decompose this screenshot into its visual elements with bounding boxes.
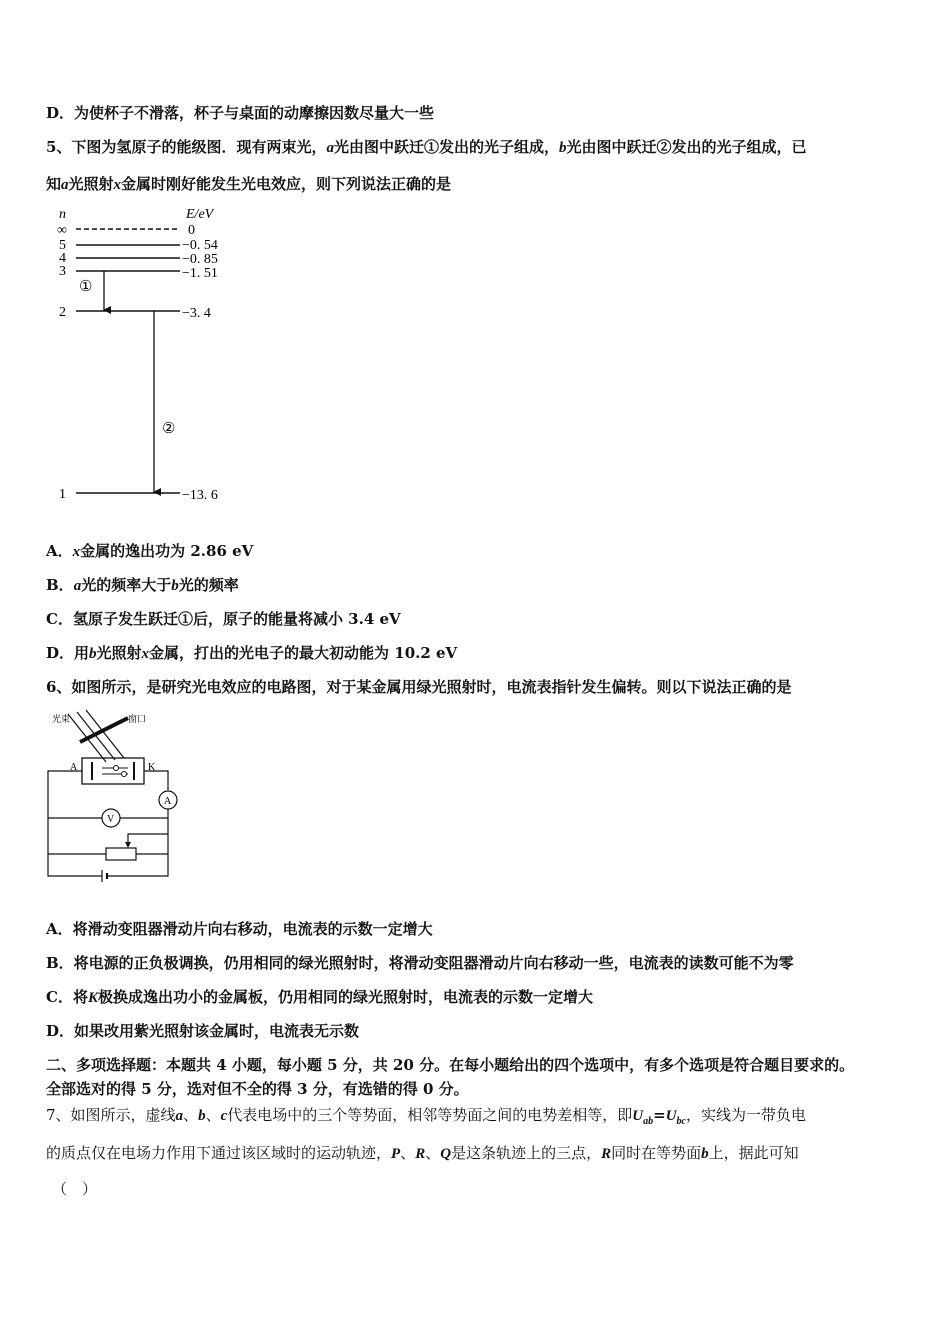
electron [122,772,127,777]
level-energy-label: −0. 85 [182,252,218,267]
level-n-label: 2 [59,305,66,320]
q5-option-b: B．a光的频率大于b光的频率 [46,576,239,594]
axis-e-label: E/eV [186,207,214,222]
q5-option-c: C．氢原子发生跃迁①后，原子的能量将减小 3.4 eV [46,610,401,628]
transition-2-label: ② [162,421,176,437]
q6-option-b: B．将电源的正负极调换，仍用相同的绿光照射时，将滑动变阻器滑动片向右移动一些，电流表的读数可能不为零 [46,954,794,972]
wire [144,771,168,790]
q6-option-d: D．如果改用紫光照射该金属时，电流表无示数 [46,1022,360,1040]
energy-level-diagram [52,204,252,504]
electron [114,766,119,771]
axis-n-label: n [59,207,66,222]
transition-1-label: ① [79,279,93,295]
level-energy-label: 0 [188,223,195,238]
level-energy-label: −13. 6 [182,488,218,503]
window-bar [80,718,128,742]
ammeter-label: A [164,796,172,807]
wire [48,771,82,854]
q6-stem: 6、如图所示，是研究光电效应的电路图，对于某金属用绿光照射时，电流表指针发生偏转。则以下说法正确的是 [46,678,792,696]
photoelectric-circuit-diagram [44,708,194,888]
level-n-label: 1 [59,487,66,502]
level-energy-label: −0. 54 [182,238,218,253]
q5-stem-line1: 5、下图为氢原子的能级图．现有两束光，a光由图中跃迁①发出的光子组成，b光由图中跃迁②发出的光子组成，已 [46,138,807,156]
beam-label: 光束 [52,714,71,724]
voltmeter-label: V [107,814,115,825]
cathode-label: K [148,762,156,773]
level-n-label: 4 [59,251,66,266]
q7-answer-blank: （ ） [52,1180,98,1198]
anode-label: A [70,762,78,773]
level-n-label: 3 [59,264,66,279]
q5-option-a: A．x金属的逸出功为 2.86 eV [46,542,254,560]
section2-header-line2: 全部选对的得 5 分，选对但不全的得 3 分，有选错的得 0 分。 [46,1080,469,1098]
q4-option-d: D．为使杯子不滑落，杯子与桌面的动摩擦因数尽量大一些 [46,104,435,122]
level-energy-label: −3. 4 [182,306,211,321]
q5-option-d: D．用b光照射x金属，打出的光电子的最大初动能为 10.2 eV [46,644,458,662]
section2-header-line1: 二、多项选择题：本题共 4 小题，每小题 5 分，共 20 分。在每小题给出的四个选项中，有多个选项是符合题目要求的。 [46,1056,855,1074]
slider-arrow [125,842,131,848]
level-energy-label: −1. 51 [182,266,218,281]
level-n-label: ∞ [57,223,67,238]
q7-stem-line2: 的质点仅在电场力作用下通过该区域时的运动轨迹，P、R、Q是这条轨迹上的三点，R同时在等势面b上，据此可知 [46,1144,799,1162]
rheostat-slider [128,834,168,846]
q6-option-a: A．将滑动变阻器滑动片向右移动，电流表的示数一定增大 [46,920,433,938]
q7-stem-line1: 7、如图所示，虚线a、b、c代表电场中的三个等势面，相邻等势面之间的电势差相等，即$U_{ab}=U_{bc}$，实线为一带负电 [46,1106,806,1127]
q5-stem-line2: 知a光照射x金属时刚好能发生光电效应，则下列说法正确的是 [46,175,452,193]
window-label: 窗口 [128,714,147,724]
rheostat [106,848,136,860]
level-n-label: 5 [59,238,66,253]
q6-option-c: C．将K极换成逸出功小的金属板，仍用相同的绿光照射时，电流表的示数一定增大 [46,988,593,1006]
wire [48,854,102,876]
